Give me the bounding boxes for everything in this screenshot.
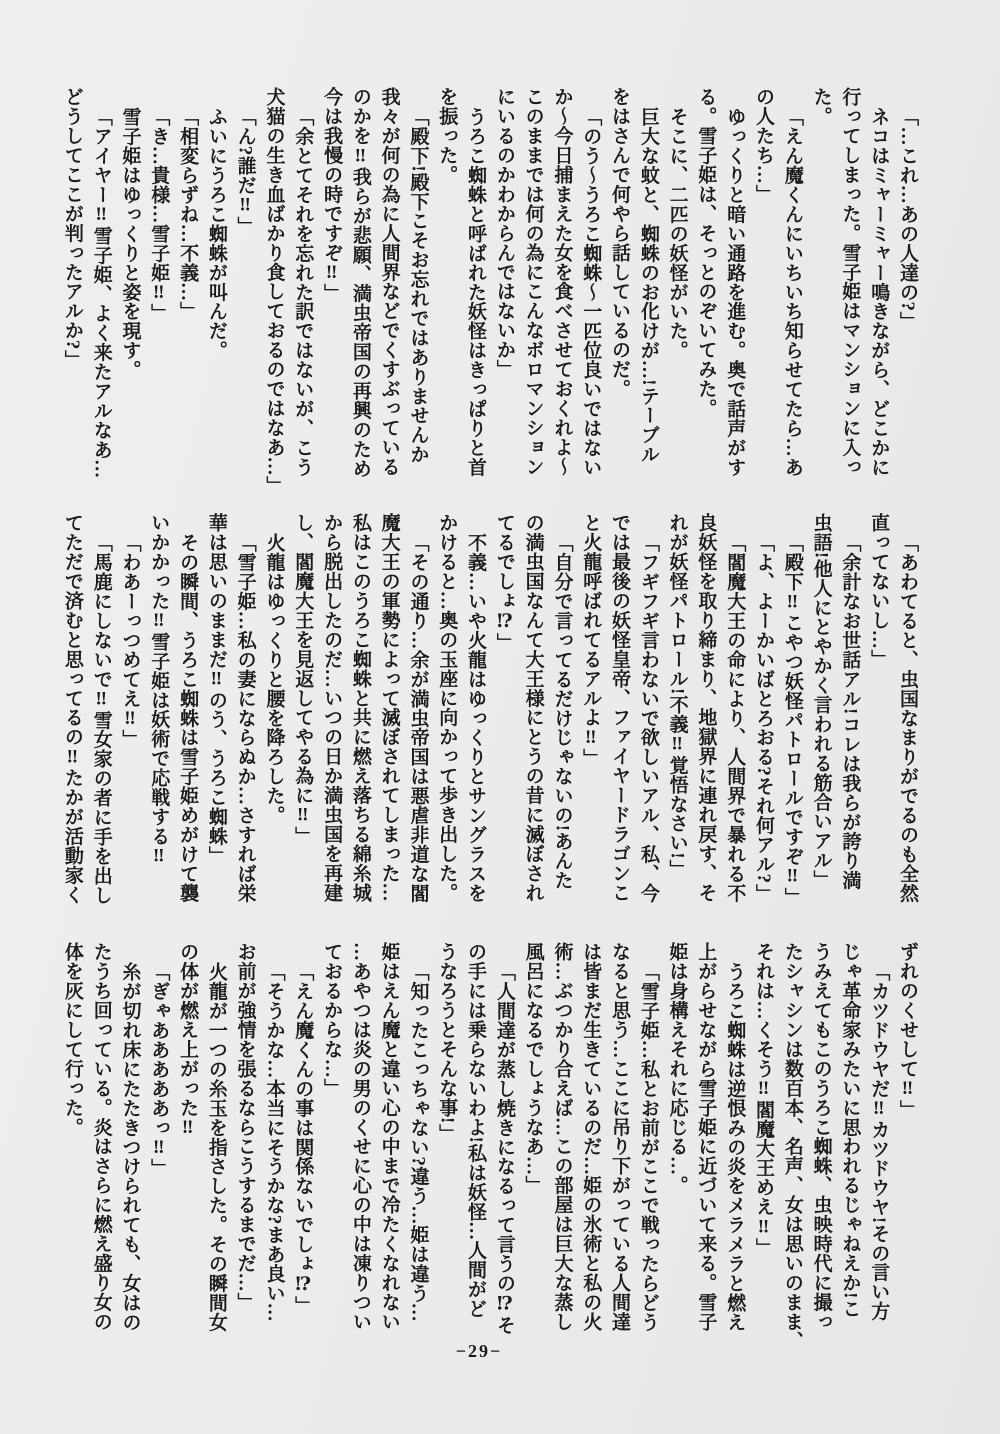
text-column: 体を灰にして行った。 bbox=[61, 942, 83, 1137]
text-column: 良妖怪を取り締まり、地獄界に連れ戻す、そ bbox=[695, 513, 717, 902]
text-column: 「えん魔くんの事は関係ないでしょ⁉」 bbox=[292, 961, 314, 1315]
text-band-top bbox=[57, 87, 921, 501]
text-column: 「よ、よーかいばとろおる?それ何アル?」 bbox=[753, 532, 775, 903]
text-column: 犬猫の生き血ばかり食しておるのではなあ…」 bbox=[263, 87, 285, 496]
text-band-middle bbox=[57, 513, 921, 927]
text-column: 「馬鹿にしないで‼雪女家の者に手を出し bbox=[90, 532, 112, 905]
text-column: では最後の妖怪皇帝、ファイヤードラゴンこ bbox=[609, 513, 631, 902]
text-column: 「相変らずね…不義…」 bbox=[177, 106, 199, 321]
text-column: の体が燃え上がった‼ bbox=[177, 942, 199, 1139]
text-column: の人たち…」 bbox=[753, 87, 775, 204]
text-column: このままでは何の為にこんなボロマンション bbox=[522, 87, 544, 476]
page-number: −29− bbox=[455, 1341, 503, 1361]
text-column: ておるからな…」 bbox=[321, 942, 343, 1098]
text-column: 「そうかな…本当にそうかな?まあ良い… bbox=[263, 961, 285, 1322]
text-column: 行ってしまった。雪子姫はマンションに入っ bbox=[839, 87, 861, 476]
text-column: の手には乗らないわよ!私は妖怪…人間がど bbox=[465, 942, 487, 1319]
text-column: 「カツドウヤだ‼カツドウヤ!その言い方 bbox=[868, 961, 890, 1321]
text-column: 雪子姫はゆっくりと姿を現す。 bbox=[119, 106, 141, 379]
text-column: 「き…貴様…雪子姫‼」 bbox=[148, 106, 170, 323]
text-column: うろこ蜘蛛と呼ばれた妖怪はきっぱりと首 bbox=[465, 106, 487, 477]
text-column: 「のう〜うろこ蜘蛛〜一匹位良いではない bbox=[580, 106, 602, 477]
text-column: た。 bbox=[810, 87, 832, 126]
text-column: てるでしょ⁉」 bbox=[493, 513, 515, 653]
text-column: その瞬間、うろこ蜘蛛は雪子姫めがけて襲 bbox=[177, 532, 199, 903]
text-column: いかかった‼雪子姫は妖術で応戦する‼ bbox=[148, 513, 170, 868]
text-column: 火龍が一つの糸玉を指さした。その瞬間女 bbox=[205, 961, 227, 1332]
text-band-bottom bbox=[57, 942, 921, 1356]
text-column: 風呂になるでしょうなあ…」 bbox=[522, 942, 544, 1195]
text-column: 「閻魔大王の命により、人間界で暴れる不 bbox=[724, 532, 746, 903]
text-column: から脱出したのだ…いつの日か満虫国を再建 bbox=[321, 513, 343, 902]
text-column: 姫は身構えそれに応じる…。 bbox=[666, 942, 688, 1195]
text-column: ゆっくりと暗い通路を進む。奥で話声がす bbox=[724, 106, 746, 477]
text-column: 「ぎゃあああああっ‼」 bbox=[148, 961, 170, 1178]
text-column: 姫はえん魔と違い心の中まで冷たくなれない bbox=[378, 942, 400, 1331]
text-column: を振った。 bbox=[436, 87, 458, 185]
text-column: のかを‼我らが悲願、満虫帝国の再興のため bbox=[349, 87, 371, 478]
text-column: 「雪子姫…私とお前がここで戦ったらどう bbox=[637, 961, 659, 1332]
text-column: 「余計なお世話アル!コレは我らが誇り満 bbox=[839, 532, 861, 890]
text-column: ふいにうろこ蜘蛛が叫んだ。 bbox=[205, 106, 227, 360]
text-column: 術…ぶつかり合えば…この部屋は巨大な蒸し bbox=[551, 942, 573, 1331]
text-column: たうち回っている。炎はさらに燃え盛り女の bbox=[90, 942, 112, 1331]
text-column: 我々が何の為に人間界などでくすぶっている bbox=[378, 87, 400, 476]
text-column: 華は思いのままだ‼のう、うろこ蜘蛛」 bbox=[205, 513, 227, 866]
text-column: 虫語!他人にとやかく言われる筋合いアル」 bbox=[810, 513, 832, 890]
text-column: をはさんで何やら話しているのだ。 bbox=[609, 87, 631, 399]
text-column: 「ん?誰だ‼」 bbox=[234, 106, 256, 236]
text-column: れが妖怪パトロール!不義‼覚悟なさい!」 bbox=[666, 513, 688, 879]
text-column: 直ってないし…」 bbox=[868, 513, 890, 669]
text-column: なると思う…ここに吊り下がっている人間達 bbox=[609, 942, 631, 1331]
text-column: …あやつは炎の男のくせに心の中は凍りつい bbox=[349, 942, 371, 1331]
text-column: 「フギフギ言わないで欲しいアル、私、今 bbox=[637, 532, 659, 903]
text-column: の満虫国なんて大王様にとうの昔に滅ぼされ bbox=[522, 513, 544, 902]
text-column: お前が強情を張るならこうするまでだ…」 bbox=[234, 942, 256, 1312]
text-column: と火龍呼ばれてるアルよ‼」 bbox=[580, 513, 602, 768]
text-column: うろこ蜘蛛は逆恨みの炎をメラメラと燃え bbox=[724, 961, 746, 1332]
text-column: 「…これ…あの人達の?」 bbox=[897, 106, 918, 331]
text-column: 「自分で言ってるだけじゃないの!あんた bbox=[551, 532, 573, 890]
text-column: 「えん魔くんにいちいち知らせてたら…あ bbox=[781, 106, 803, 477]
text-column: それは…くそう‼閻魔大王めえ‼」 bbox=[753, 942, 775, 1258]
text-column: 火龍はゆっくりと腰を降ろした。 bbox=[263, 532, 285, 825]
text-column: 上がらせながら雪子姫に近づいて来る。雪子 bbox=[695, 942, 717, 1331]
text-column: 「人間達が蒸し焼きになるって言うの⁉そ bbox=[493, 961, 515, 1335]
text-column: 糸が切れ床にたたきつけられても、女はの bbox=[119, 961, 141, 1332]
text-column: 「雪子姫…私の妻にならぬか…さすれば栄 bbox=[234, 532, 256, 903]
text-column: 「殿下!殿下こそお忘れではありませんか bbox=[407, 106, 429, 464]
text-column: てただで済むと思ってるの‼たかが活動家く bbox=[61, 513, 83, 904]
text-column: 「知ったこっちゃない?違う…姫は違う… bbox=[407, 961, 429, 1322]
text-column: 「アイヤー‼雪子姫、よく来たアルなあ… bbox=[90, 106, 112, 479]
text-column: 不義…いや火龍はゆっくりとサングラスを bbox=[465, 532, 487, 903]
text-column: 今は我慢の時ですぞ‼」 bbox=[321, 87, 343, 303]
text-column: 「殿下‼こやつ妖怪パトロールですぞ‼」 bbox=[781, 532, 803, 907]
text-column: 「あわてると、虫国なまりがでるのも全然 bbox=[897, 532, 918, 903]
text-column: 「余とてそれを忘れた訳ではないが、こう bbox=[292, 106, 314, 477]
text-column: たシャシンは数百本、名声、女は思いのまま、 bbox=[781, 942, 803, 1351]
text-column: か〜今日捕まえた女を食べさせておくれよ〜 bbox=[551, 87, 573, 476]
text-column: 「わあーっつめてえ‼」 bbox=[119, 532, 141, 749]
text-column: る。雪子姫は、そっとのぞいてみた。 bbox=[695, 87, 717, 418]
text-column: 巨大な蚊と、蜘蛛のお化けが…!テーブル bbox=[637, 106, 659, 464]
text-column: 「その通り…余が満虫帝国は悪虐非道な閻 bbox=[407, 532, 429, 903]
text-column: 魔大王の軍勢によって滅ぼされてしまった… bbox=[378, 513, 400, 902]
text-column: にいるのかわからんではないか」 bbox=[493, 87, 515, 379]
text-column: ネコはミャーミャー鳴きながら、どこかに bbox=[868, 106, 890, 477]
text-column: 私はこのうろこ蜘蛛と共に燃え落ちる綿糸城 bbox=[349, 513, 371, 902]
text-column: そこに、二匹の妖怪がいた。 bbox=[666, 106, 688, 360]
text-column: し、閻魔大王を見返してやる為に‼」 bbox=[292, 513, 314, 846]
text-column: かけると…奥の玉座に向かって歩き出した。 bbox=[436, 513, 458, 902]
text-column: どうしてここが判ったアルか?」 bbox=[61, 87, 83, 370]
text-column: じゃ革命家みたいに思われるじゃねえか!こ bbox=[839, 942, 861, 1319]
text-column: うみえてもこのうろこ蜘蛛、虫映時代に撮っ bbox=[810, 942, 832, 1331]
text-column: うなろうとそんな事!」 bbox=[436, 942, 458, 1144]
text-column: ずれのくせして‼」 bbox=[897, 942, 918, 1120]
text-column: は皆まだ生きているのだ…姫の氷術と私の火 bbox=[580, 942, 602, 1331]
